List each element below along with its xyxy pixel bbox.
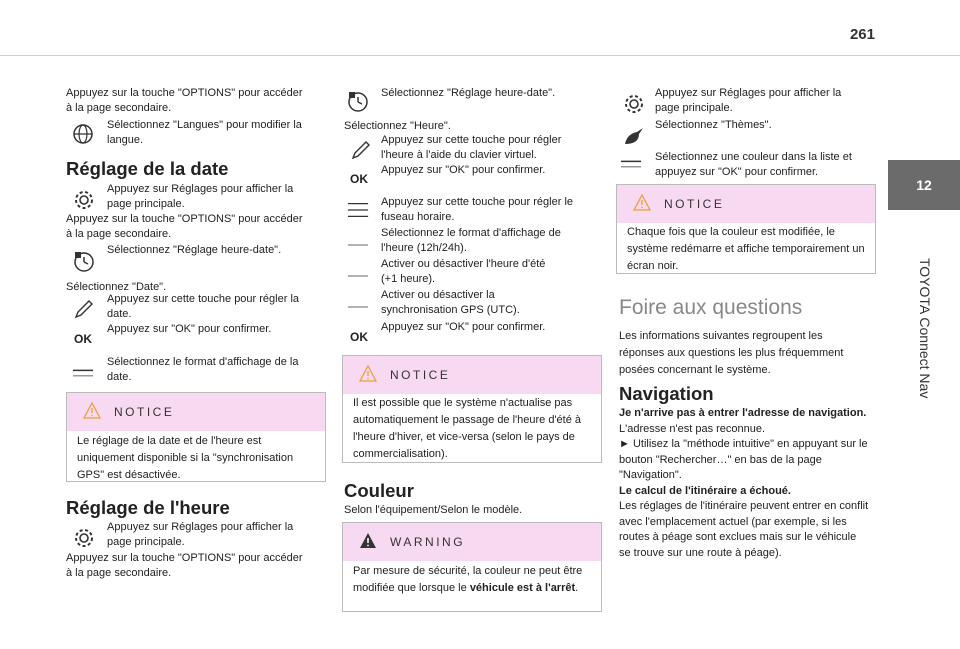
clock-icon — [73, 250, 95, 272]
notice-box-date — [66, 392, 326, 482]
heading-faq: Foire aux questions — [619, 296, 803, 319]
notice-triangle-icon — [633, 194, 651, 211]
menu-lines-icon — [347, 199, 369, 221]
page-number: 261 — [849, 26, 875, 43]
notice-label: NOTICE — [114, 405, 175, 419]
col1-heure-options-step: Appuyez sur la touche "OPTIONS" pour accéder à la page secondaire. — [66, 552, 303, 579]
ok-icon: OK — [350, 172, 368, 186]
col2-select-heure: Sélectionnez "Heure". — [344, 120, 451, 132]
warning-box — [342, 522, 602, 612]
col1-format-step: Sélectionnez le format d'affichage de la date. — [107, 356, 299, 383]
warning-text: Par mesure de sécurité, la couleur ne peut être modifiée que lorsque le véhicule est à l'arrêt. — [353, 565, 583, 594]
col1-confirm-step: Appuyez sur "OK" pour confirmer. — [107, 323, 272, 335]
divider-icon — [347, 265, 369, 287]
format-list-icon — [72, 364, 94, 386]
pencil-icon — [350, 139, 372, 161]
chapter-tab[interactable]: 12 — [888, 160, 960, 210]
language-icon — [72, 123, 94, 145]
notice-text: Il est possible que le système n'actualise pas automatiquement le passage de l'heure d'été à l'heure d'hiver, et vice-versa (selon le pays de commercialisation). — [353, 397, 582, 460]
col3-themes-step: Sélectionnez "Thèmes". — [655, 119, 772, 131]
divider-icon — [347, 234, 369, 256]
col2-ete-step: Activer ou désactiver l'heure d'été (+1 heure). — [381, 258, 546, 285]
col1-langues-step: Sélectionnez "Langues" pour modifier la langue. — [107, 119, 302, 146]
col2-edit-heure-step: Appuyez sur cette touche pour régler l'heure à l'aide du clavier virtuel. — [381, 134, 562, 161]
notice-text: Chaque fois que la couleur est modifiée, le système redémarre et affiche temporairement un écran noir. — [627, 226, 865, 272]
settings-gear-icon — [73, 189, 95, 211]
header-divider — [0, 55, 960, 56]
clock-icon — [347, 90, 369, 112]
col1-options-step: Appuyez sur la touche "OPTIONS" pour accéder à la page secondaire. — [66, 213, 303, 240]
heading-navigation: Navigation — [619, 383, 714, 404]
palette-icon — [623, 126, 645, 148]
notice-label: NOTICE — [390, 368, 451, 382]
chapter-title: TOYOTA Connect Nav — [917, 258, 933, 399]
col1-settings-step: Appuyez sur Réglages pour afficher la page principale. — [107, 183, 294, 210]
warning-triangle-icon — [359, 532, 377, 549]
col3-faq-intro: Les informations suivantes regroupent les réponses aux questions les plus fréquemment posées concernant le système. — [619, 330, 844, 376]
col1-heure-date-step: Sélectionnez "Réglage heure-date". — [107, 244, 282, 256]
col3-settings-step: Appuyez sur Réglages pour afficher la page principale. — [655, 87, 842, 114]
notice-triangle-icon — [359, 365, 377, 382]
heading-couleur: Couleur — [344, 480, 414, 501]
heading-date: Réglage de la date — [66, 158, 229, 179]
pencil-icon — [73, 298, 95, 320]
notice-label: NOTICE — [664, 197, 725, 211]
col2-gps-step: Activer ou désactiver la synchronisation GPS (UTC). — [381, 289, 520, 316]
notice-header — [617, 185, 875, 223]
col1-edit-date-step: Appuyez sur cette touche pour régler la date. — [107, 293, 300, 320]
notice-header — [67, 393, 325, 431]
col3-color-step: Sélectionnez une couleur dans la liste et appuyez sur "OK" pour confirmer. — [655, 151, 852, 178]
warning-header — [343, 523, 601, 561]
settings-gear-icon — [623, 93, 645, 115]
warning-label: WARNING — [390, 535, 466, 549]
settings-gear-icon — [73, 527, 95, 549]
col2-heure-date-step: Sélectionnez "Réglage heure-date". — [381, 87, 556, 99]
ok-icon: OK — [350, 330, 368, 344]
heading-heure: Réglage de l'heure — [66, 497, 230, 518]
col2-format-step: Sélectionnez le format d'affichage de l'heure (12h/24h). — [381, 227, 561, 254]
col3-navigation-faq: Je n'arrive pas à entrer l'adresse de navigation. L'adresse n'est pas reconnue. ► Utilisez la "méthode intuitive" en appuyant sur le bouton "Rechercher…" en bas de la page "Navigation". Le calcul de l'itinéraire a échoué. Les réglages de l'itinéraire peuvent entrer en conflit avec l'emplacement actuel (par exemple, si les routes à péage sont exclues mais sur le véhicule se trouve sur une route à péage). — [619, 407, 869, 559]
col1-select-date: Sélectionnez "Date". — [66, 281, 167, 293]
col2-equipment-note: Selon l'équipement/Selon le modèle. — [344, 504, 523, 516]
col1-paragraph: Appuyez sur la touche "OPTIONS" pour accéder à la page secondaire. — [66, 87, 303, 114]
col2-fuseau-step: Appuyez sur cette touche pour régler le fuseau horaire. — [381, 196, 574, 223]
notice-box-couleur — [616, 184, 876, 274]
ok-icon: OK — [74, 332, 92, 346]
notice-box-heure — [342, 355, 602, 463]
col2-confirm-step-2: Appuyez sur "OK" pour confirmer. — [381, 321, 546, 333]
col2-confirm-step: Appuyez sur "OK" pour confirmer. — [381, 164, 546, 176]
notice-triangle-icon — [83, 402, 101, 419]
divider-icon — [347, 296, 369, 318]
notice-header — [343, 356, 601, 394]
format-list-icon — [620, 155, 642, 177]
notice-text: Le réglage de la date et de l'heure est uniquement disponible si la "synchronisation GPS" est désactivée. — [77, 435, 294, 481]
col1-heure-settings-step: Appuyez sur Réglages pour afficher la page principale. — [107, 521, 294, 548]
